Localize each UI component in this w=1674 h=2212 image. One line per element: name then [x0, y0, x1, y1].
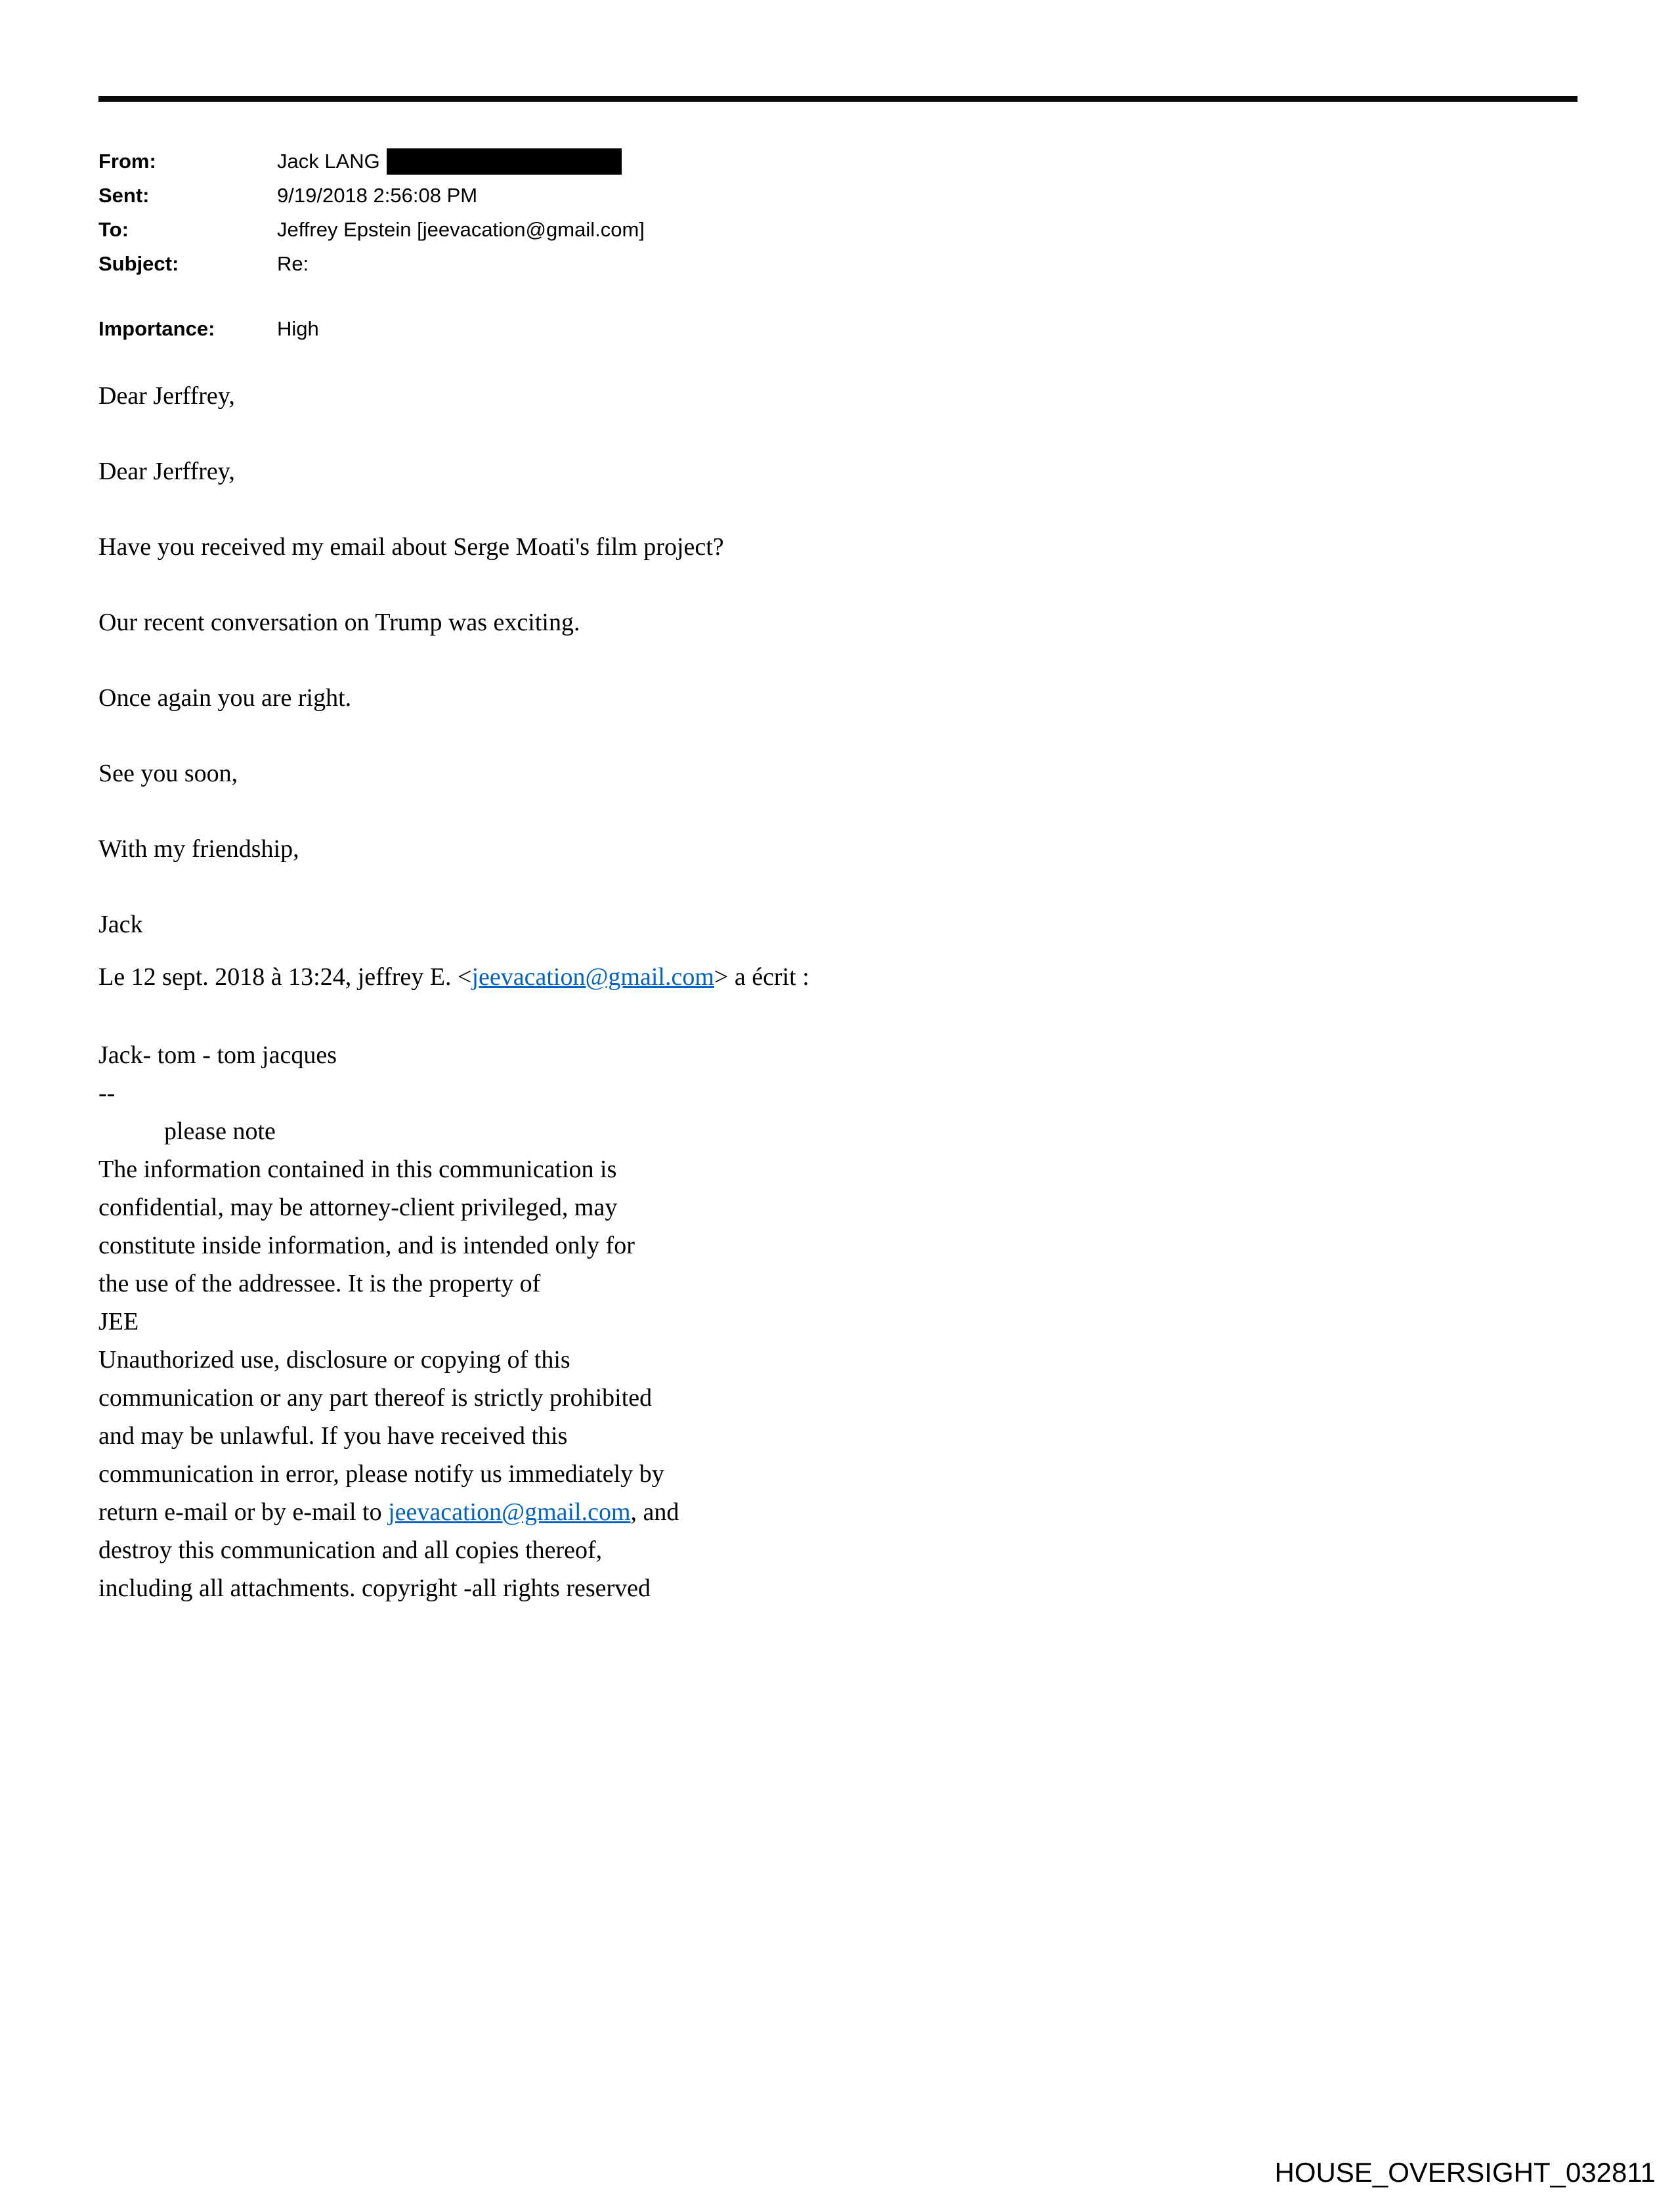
email-body	[98, 380, 1214, 1607]
top-rule	[98, 96, 1577, 102]
quote-prefix: Le 12 sept. 2018 à 13:24, jeffrey E. <	[98, 963, 472, 991]
disclaimer-line: constitute inside information, and is intended only for	[98, 1232, 635, 1259]
email-header-block	[98, 144, 645, 346]
sig-divider: --	[98, 1079, 116, 1107]
body-signature-name: Jack	[98, 911, 143, 938]
from-value	[277, 144, 622, 179]
redaction-bar	[387, 148, 622, 175]
quoted-signature-block	[98, 1036, 1214, 1607]
to-value: Jeffrey Epstein [jeevacation@gmail.com]	[277, 218, 645, 241]
subject-value: Re:	[277, 252, 309, 275]
subject-label: Subject:	[98, 252, 179, 275]
importance-label: Importance:	[98, 317, 215, 340]
body-paragraph: See you soon,	[98, 760, 238, 787]
disclaimer-line: communication or any part thereof is strictly prohibited	[98, 1384, 653, 1412]
importance-value: High	[277, 317, 319, 340]
disclaimer-line: confidential, may be attorney-client privileged, may	[98, 1194, 618, 1221]
disclaimer-line: destroy this communication and all copies thereof,	[98, 1536, 603, 1564]
bates-number: HOUSE_OVERSIGHT_032811	[1274, 2157, 1656, 2188]
body-paragraph: Dear Jerffrey,	[98, 458, 235, 485]
sent-label: Sent:	[98, 184, 150, 207]
body-paragraph: Have you received my email about Serge Moati's film project?	[98, 533, 724, 561]
disclaimer-email-suffix: , and	[630, 1498, 679, 1526]
header-row-sent	[98, 179, 645, 213]
from-label: From:	[98, 150, 156, 173]
disclaimer-line: The information contained in this communication is	[98, 1156, 617, 1183]
disclaimer-line: and may be unlawful. If you have received this	[98, 1422, 568, 1450]
quote-suffix: > a écrit :	[714, 963, 809, 991]
disclaimer-email-prefix: return e-mail or by e-mail to	[98, 1498, 389, 1526]
disclaimer-line: communication in error, please notify us immediately by	[98, 1460, 664, 1488]
body-paragraph: With my friendship,	[98, 835, 299, 863]
quoted-reply-header	[98, 961, 1214, 993]
header-row-from	[98, 144, 645, 179]
body-paragraph: Our recent conversation on Trump was exciting.	[98, 609, 580, 636]
from-name: Jack LANG	[277, 150, 380, 173]
disclaimer-line: including all attachments. copyright -all rights reserved	[98, 1574, 651, 1602]
sig-note: please note	[164, 1117, 276, 1145]
body-paragraph: Dear Jerffrey,	[98, 382, 235, 410]
email-link[interactable]: jeevacation@gmail.com	[471, 963, 714, 991]
header-row-to	[98, 213, 645, 247]
disclaimer-line: JEE	[98, 1308, 139, 1335]
header-row-subject	[98, 247, 645, 281]
email-link[interactable]: jeevacation@gmail.com	[388, 1498, 631, 1526]
sent-value: 9/19/2018 2:56:08 PM	[277, 184, 478, 207]
sig-line: Jack- tom - tom jacques	[98, 1041, 337, 1069]
disclaimer-email-line	[98, 1493, 1214, 1531]
header-row-importance	[98, 312, 645, 346]
disclaimer-line: the use of the addressee. It is the property of	[98, 1270, 541, 1297]
disclaimer-line: Unauthorized use, disclosure or copying of this	[98, 1346, 570, 1374]
to-label: To:	[98, 218, 129, 241]
body-paragraph: Once again you are right.	[98, 684, 352, 712]
